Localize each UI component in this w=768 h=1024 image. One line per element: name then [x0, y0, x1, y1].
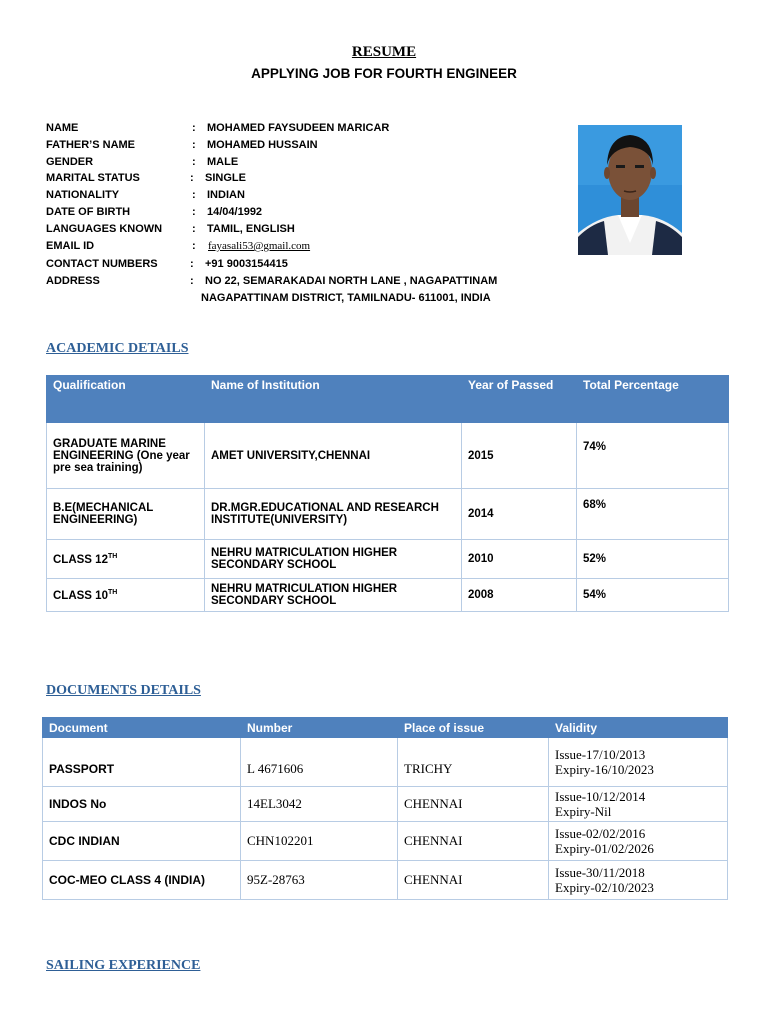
year-cell: 2014 — [462, 489, 577, 540]
qualification-cell: GRADUATE MARINE ENGINEERING (One year pre sea training) — [47, 423, 205, 489]
academic-heading: ACADEMIC DETAILS — [46, 341, 189, 356]
email-link[interactable]: fayasali53@gmail.com — [208, 240, 311, 252]
colon: : — [190, 172, 194, 184]
academic-table — [46, 375, 729, 612]
colon: : — [192, 139, 196, 151]
qualification-cell: B.E(MECHANICAL ENGINEERING) — [47, 489, 205, 540]
email-label: EMAIL ID — [46, 240, 95, 252]
colon: : — [192, 240, 196, 252]
issue-date: Issue-30/11/2018 — [555, 865, 645, 880]
percentage-cell: 74% — [577, 423, 729, 489]
contact-label: CONTACT NUMBERS — [46, 258, 158, 270]
address-line2: NAGAPATTINAM DISTRICT, TAMILNADU- 611001, INDIA — [201, 292, 491, 304]
institution-cell: NEHRU MATRICULATION HIGHER SECONDARY SCHOOL — [205, 579, 462, 612]
colon: : — [192, 189, 196, 201]
expiry-date: Expiry-16/10/2023 — [555, 762, 654, 777]
qualification-cell — [47, 579, 205, 612]
institution-cell: AMET UNIVERSITY,CHENNAI — [205, 423, 462, 489]
gender-value: MALE — [207, 156, 239, 168]
table-header-row — [43, 718, 728, 738]
colon: : — [192, 223, 196, 235]
table-row — [47, 579, 729, 612]
issue-date: Issue-02/02/2016 — [555, 826, 646, 841]
place-cell: CHENNAI — [398, 822, 549, 861]
place-cell: CHENNAI — [398, 787, 549, 822]
colon: : — [190, 258, 194, 270]
column-header: Qualification — [47, 376, 205, 423]
father-name-label: FATHER’S NAME — [46, 139, 136, 151]
nationality-label: NATIONALITY — [46, 189, 120, 201]
column-header: Validity — [549, 718, 728, 738]
documents-heading: DOCUMENTS DETAILS — [46, 683, 201, 698]
languages-label: LANGUAGES KNOWN — [46, 223, 163, 235]
resume-subtitle: APPLYING JOB FOR FOURTH ENGINEER — [251, 66, 517, 81]
document-cell: COC-MEO CLASS 4 (INDIA) — [43, 861, 241, 900]
percentage-cell: 54% — [577, 579, 729, 612]
year-cell: 2010 — [462, 540, 577, 579]
validity-cell — [549, 861, 728, 900]
colon: : — [190, 275, 194, 287]
table-row — [47, 423, 729, 489]
number-cell: CHN102201 — [241, 822, 398, 861]
table-header-row — [47, 376, 729, 423]
validity-cell — [549, 738, 728, 787]
institution-cell: NEHRU MATRICULATION HIGHER SECONDARY SCHOOL — [205, 540, 462, 579]
profile-photo — [578, 125, 682, 255]
qualification-text: CLASS 10 — [53, 589, 108, 602]
expiry-date: Expiry-02/10/2023 — [555, 880, 654, 895]
number-cell: 95Z-28763 — [241, 861, 398, 900]
place-cell: CHENNAI — [398, 861, 549, 900]
column-header: Year of Passed — [462, 376, 577, 423]
column-header: Name of Institution — [205, 376, 462, 423]
issue-date: Issue-10/12/2014 — [555, 789, 646, 804]
qualification-cell — [47, 540, 205, 579]
validity-cell — [549, 787, 728, 822]
document-cell: PASSPORT — [43, 738, 241, 787]
document-cell: INDOS No — [43, 787, 241, 822]
languages-value: TAMIL, ENGLISH — [207, 223, 295, 235]
marital-status-label: MARITAL STATUS — [46, 172, 140, 184]
address-line1: NO 22, SEMARAKADAI NORTH LANE , NAGAPATTINAM — [205, 275, 498, 287]
institution-cell: DR.MGR.EDUCATIONAL AND RESEARCH INSTITUTE(UNIVERSITY) — [205, 489, 462, 540]
table-row — [47, 540, 729, 579]
address-label: ADDRESS — [46, 275, 100, 287]
column-header: Document — [43, 718, 241, 738]
contact-value: +91 9003154415 — [205, 258, 288, 270]
column-header: Total Percentage — [577, 376, 729, 423]
percentage-cell: 68% — [577, 489, 729, 540]
validity-cell — [549, 822, 728, 861]
percentage-cell: 52% — [577, 540, 729, 579]
dob-value: 14/04/1992 — [207, 206, 263, 218]
number-cell: 14EL3042 — [241, 787, 398, 822]
nationality-value: INDIAN — [207, 189, 245, 201]
documents-table — [42, 717, 728, 900]
colon: : — [192, 206, 196, 218]
issue-date: Issue-17/10/2013 — [555, 747, 646, 762]
colon: : — [192, 156, 196, 168]
qualification-text: CLASS 12 — [53, 553, 108, 566]
table-row — [43, 738, 728, 787]
table-row — [43, 861, 728, 900]
superscript: TH — [107, 552, 118, 560]
name-value: MOHAMED FAYSUDEEN MARICAR — [207, 122, 390, 134]
table-row — [47, 489, 729, 540]
sailing-heading: SAILING EXPERIENCE — [46, 958, 201, 973]
colon: : — [192, 122, 196, 134]
dob-label: DATE OF BIRTH — [46, 206, 131, 218]
superscript: TH — [107, 588, 118, 596]
father-name-value: MOHAMED HUSSAIN — [207, 139, 318, 151]
number-cell: L 4671606 — [241, 738, 398, 787]
column-header: Number — [241, 718, 398, 738]
name-label: NAME — [46, 122, 79, 134]
marital-status-value: SINGLE — [205, 172, 246, 184]
document-cell: CDC INDIAN — [43, 822, 241, 861]
gender-label: GENDER — [46, 156, 94, 168]
place-cell: TRICHY — [398, 738, 549, 787]
year-cell: 2015 — [462, 423, 577, 489]
resume-title: RESUME — [351, 44, 417, 60]
year-cell: 2008 — [462, 579, 577, 612]
table-row — [43, 787, 728, 822]
expiry-date: Expiry-Nil — [555, 804, 612, 819]
expiry-date: Expiry-01/02/2026 — [555, 841, 654, 856]
table-row — [43, 822, 728, 861]
column-header: Place of issue — [398, 718, 549, 738]
